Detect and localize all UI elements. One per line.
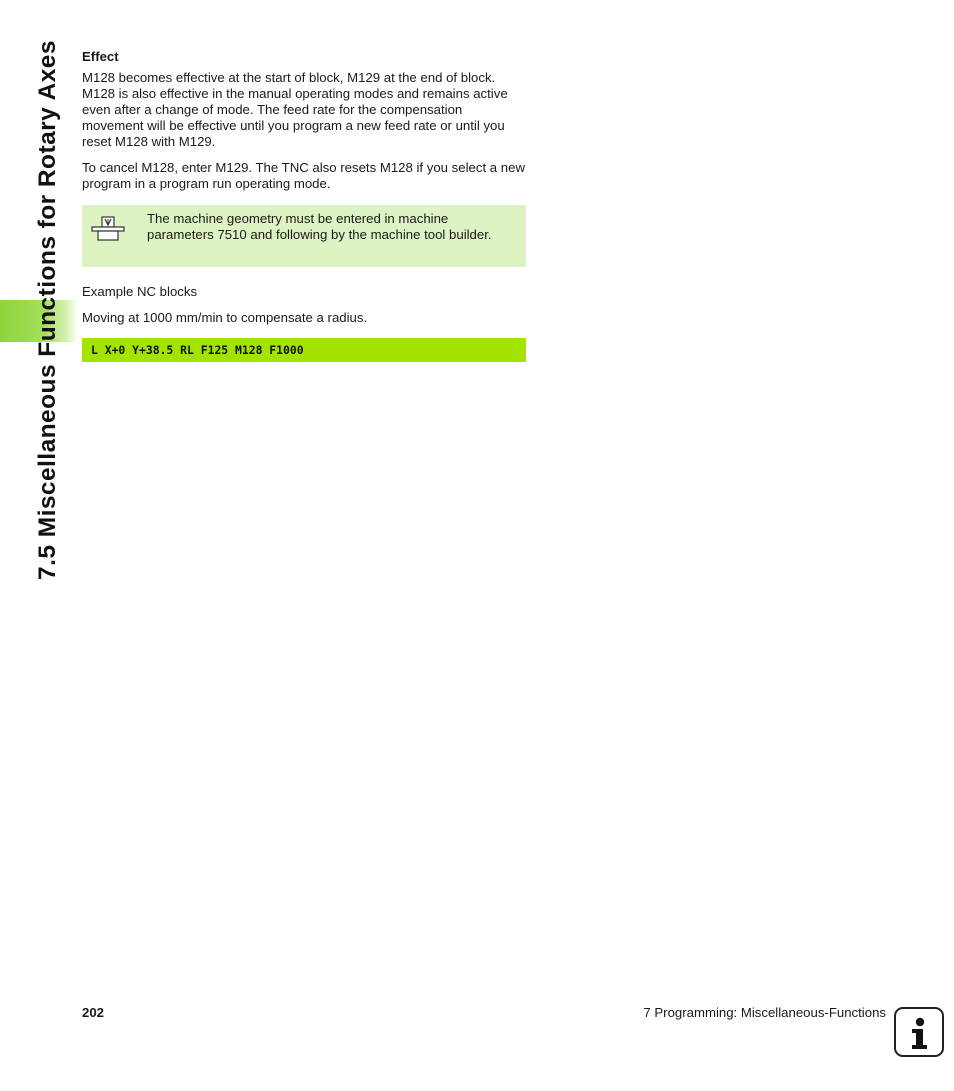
machine-note-box <box>82 205 526 267</box>
nc-code-text: L X+0 Y+38.5 RL F125 M128 F1000 <box>91 343 304 357</box>
machine-note-icon <box>90 215 126 243</box>
section-heading: Effect <box>82 49 119 64</box>
chapter-side-title <box>26 30 70 590</box>
example-heading: Example NC blocks <box>82 284 198 299</box>
main-content <box>82 49 526 202</box>
page-number: 202 <box>82 1005 105 1020</box>
machine-note-text: The machine geometry must be entered in machine parameters 7510 and following by the machine tool builder. <box>147 211 492 242</box>
example-section <box>82 284 526 336</box>
nc-code-block <box>82 338 526 362</box>
effect-paragraph-2: To cancel M128, enter M129. The TNC also resets M128 if you select a new program in a program run operating mode. <box>82 160 525 191</box>
chapter-side-title-text: 7.5 Miscellaneous Functions for Rotary Axes <box>34 40 61 580</box>
footer-chapter-title: 7 Programming: Miscellaneous-Functions <box>643 1005 886 1020</box>
example-description: Moving at 1000 mm/min to compensate a radius. <box>82 310 368 325</box>
effect-paragraph-1: M128 becomes effective at the start of block, M129 at the end of block. M128 is also effective in the manual operating modes and remains active even after a change of mode. The feed rate for the compensation movement will be effective until you program a new feed rate or until you reset M128 with M129. <box>82 70 508 149</box>
info-icon <box>894 1007 944 1057</box>
